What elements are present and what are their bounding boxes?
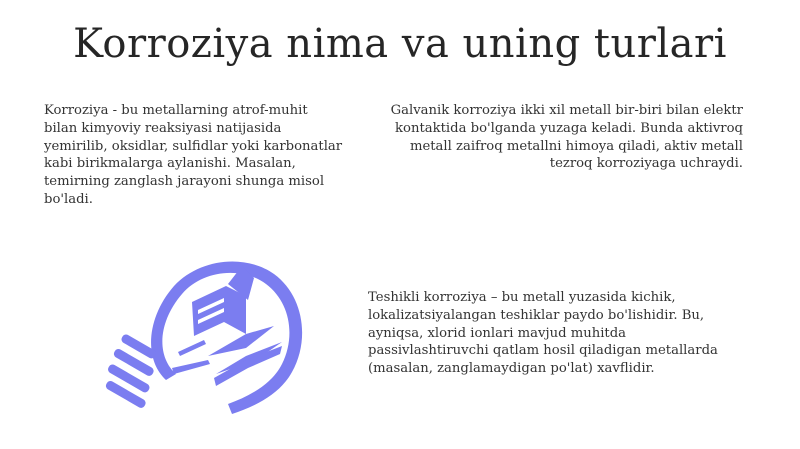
paragraph-pitting-corrosion: Teshikli korroziya – bu metall yuzasida kichik, lokalizatsiyalangan teshiklar paydo bo'lishidir. Bu, ayniqsa, xlorid ionlari mavjud muhitda passivlashtiruvchi qatlam hosil qiladigan metallarda (masalan, zanglamaydigan po'lat) xavflidir. (368, 290, 718, 377)
slide-title: Korroziya nima va uning turlari (73, 21, 727, 67)
paragraph-definition: Korroziya - bu metallarning atrof-muhit bilan kimyoviy reaksiyasi natijasida yemirilib, oksidlar, sulfidlar yoki karbonatlar kabi birikmalarga aylanishi. Masalan, temirning zanglash jarayoni shunga misol bo'ladi. (44, 103, 343, 207)
lightbulb-book-icon (96, 248, 320, 444)
paragraph-galvanic-corrosion: Galvanik korroziya ikki xil metall bir-biri bilan elektr kontaktida bo'lganda yuzaga keladi. Bunda aktivroq metall zaifroq metallni himoya qiladi, aktiv metall tezroq korroziyaga uchraydi. (390, 103, 743, 172)
